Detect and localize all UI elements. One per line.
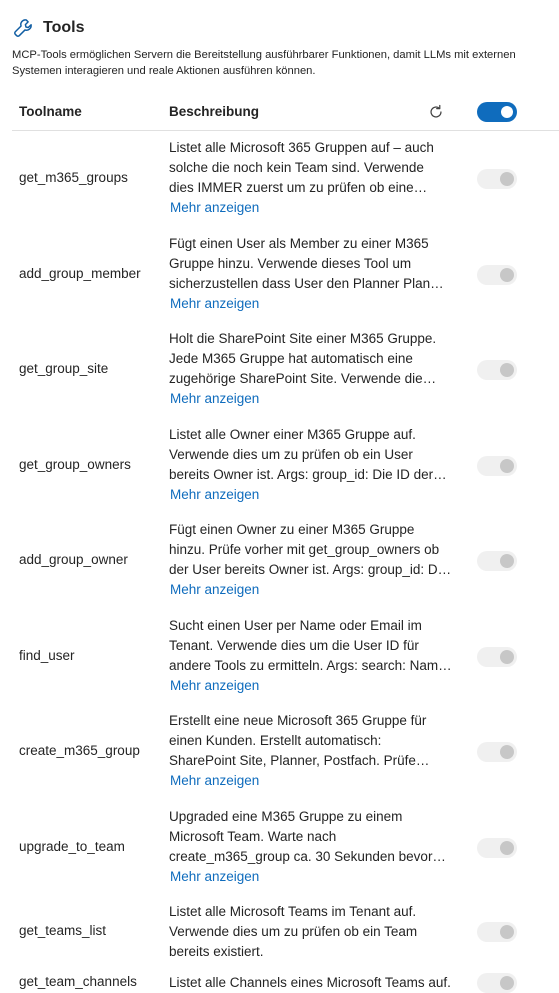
tool-toggle[interactable] [477,169,517,189]
tool-description-line: Verwende dies um zu prüfen ob ein Team [169,924,418,939]
show-more-link[interactable]: Mehr anzeigen [170,200,260,215]
tool-description-line: Listet alle Owner einer M365 Gruppe auf. [169,427,416,442]
show-more-link[interactable]: Mehr anzeigen [170,773,260,788]
tool-description-line: bereits existiert. [169,944,264,959]
tool-toggle[interactable] [477,838,517,858]
tool-description-line: SharePoint Site, Planner, Postfach. Prüfe… [169,753,430,768]
wrench-icon [12,17,34,39]
tool-description-line: zugehörige SharePoint Site. Verwende die… [169,371,437,386]
tool-toggle[interactable] [477,551,517,571]
toggle-knob [500,925,514,939]
tool-name: get_group_owners [19,457,131,472]
tools-header [12,14,84,42]
tool-name: get_teams_list [19,923,107,938]
show-more-link[interactable]: Mehr anzeigen [170,678,260,693]
show-more-link[interactable]: Mehr anzeigen [170,582,260,597]
tool-toggle[interactable] [477,973,517,993]
column-header-description: Beschreibung [169,104,260,119]
tool-toggle[interactable] [477,742,517,762]
tool-description [169,520,454,580]
tool-toggle[interactable] [477,647,517,667]
tool-description-line: Microsoft Team. Warte nach [169,829,337,844]
tool-description [169,234,454,294]
toggle-knob [500,745,514,759]
toggle-knob [500,459,514,473]
tool-description-line: Fügt einen Owner zu einer M365 Gruppe [169,522,415,537]
toggle-knob [500,976,514,990]
tool-description-line: solche die noch kein Team sind. Verwende [169,160,424,175]
tool-name: get_m365_groups [19,170,128,185]
tool-description [169,425,454,485]
tool-name: get_team_channels [19,974,137,989]
tool-toggle[interactable] [477,265,517,285]
toggle-knob [501,106,513,118]
tool-description-line: Sucht einen User per Name oder Email im [169,618,422,633]
tool-name: upgrade_to_team [19,839,125,854]
tool-description-line: andere Tools zu ermitteln. Args: search: Nam… [169,658,452,673]
toggle-knob [500,554,514,568]
tool-name: find_user [19,648,75,663]
tool-description-line: Holt die SharePoint Site einer M365 Gruppe. [169,331,437,346]
toggle-knob [500,841,514,855]
toggle-all-tools[interactable] [477,102,517,122]
tool-toggle[interactable] [477,360,517,380]
tool-description [169,138,454,198]
tool-name: get_group_site [19,361,109,376]
tool-description [169,807,454,867]
toggle-knob [500,268,514,282]
show-more-link[interactable]: Mehr anzeigen [170,391,260,406]
toggle-knob [500,363,514,377]
tool-description-line: Tenant. Verwende dies um die User ID für [169,638,419,653]
toggle-knob [500,172,514,186]
tool-description [169,902,454,962]
tool-description [169,616,454,676]
refresh-icon[interactable] [427,103,445,121]
tool-description-line: Listet alle Microsoft Teams im Tenant auf. [169,904,417,919]
tools-description: MCP-Tools ermöglichen Servern die Bereitstellung ausführbarer Funktionen, damit LLMs mit externen Systemen interagieren und reale Aktionen ausführen können. [12,49,516,77]
show-more-link[interactable]: Mehr anzeigen [170,487,260,502]
tool-description-line: bereits Owner ist. Args: group_id: Die ID der… [169,467,447,482]
tool-description-line: Verwende dies um zu prüfen ob ein User [169,447,413,462]
page-title: Tools [43,19,85,36]
column-header-toolname: Toolname [19,104,82,119]
table-header [12,94,559,131]
tool-description-line: Listet alle Channels eines Microsoft Teams auf. [169,975,451,990]
toggle-knob [500,650,514,664]
tool-toggle[interactable] [477,456,517,476]
tool-description-line: der User bereits Owner ist. Args: group_id: D… [169,562,452,577]
tool-description [169,711,454,771]
tool-description-line: Fügt einen User als Member zu einer M365 [169,236,429,251]
tool-description-line: create_m365_group ca. 30 Sekunden bevor… [169,849,446,864]
tool-description [169,973,454,993]
show-more-link[interactable]: Mehr anzeigen [170,296,260,311]
tool-description-line: hinzu. Prüfe vorher mit get_group_owners ob [169,542,440,557]
tool-description-line: Listet alle Microsoft 365 Gruppen auf – auch [169,140,434,155]
tool-description-line: Upgraded eine M365 Gruppe zu einem [169,809,403,824]
tool-name: add_group_member [19,266,141,281]
tool-description-line: Jede M365 Gruppe hat automatisch eine [169,351,413,366]
tool-description-line: Erstellt eine neue Microsoft 365 Gruppe für [169,713,427,728]
tool-description-line: sicherzustellen dass User den Planner Plan… [169,276,444,291]
tool-description [169,329,454,389]
show-more-link[interactable]: Mehr anzeigen [170,869,260,884]
tool-name: create_m365_group [19,743,140,758]
tool-description-line: dies IMMER zuerst um zu prüfen ob eine… [169,180,428,195]
tool-description-line: Gruppe hinzu. Verwende dieses Tool um [169,256,412,271]
tool-name: add_group_owner [19,552,128,567]
tool-toggle[interactable] [477,922,517,942]
tool-description-line: einen Kunden. Erstellt automatisch: [169,733,382,748]
